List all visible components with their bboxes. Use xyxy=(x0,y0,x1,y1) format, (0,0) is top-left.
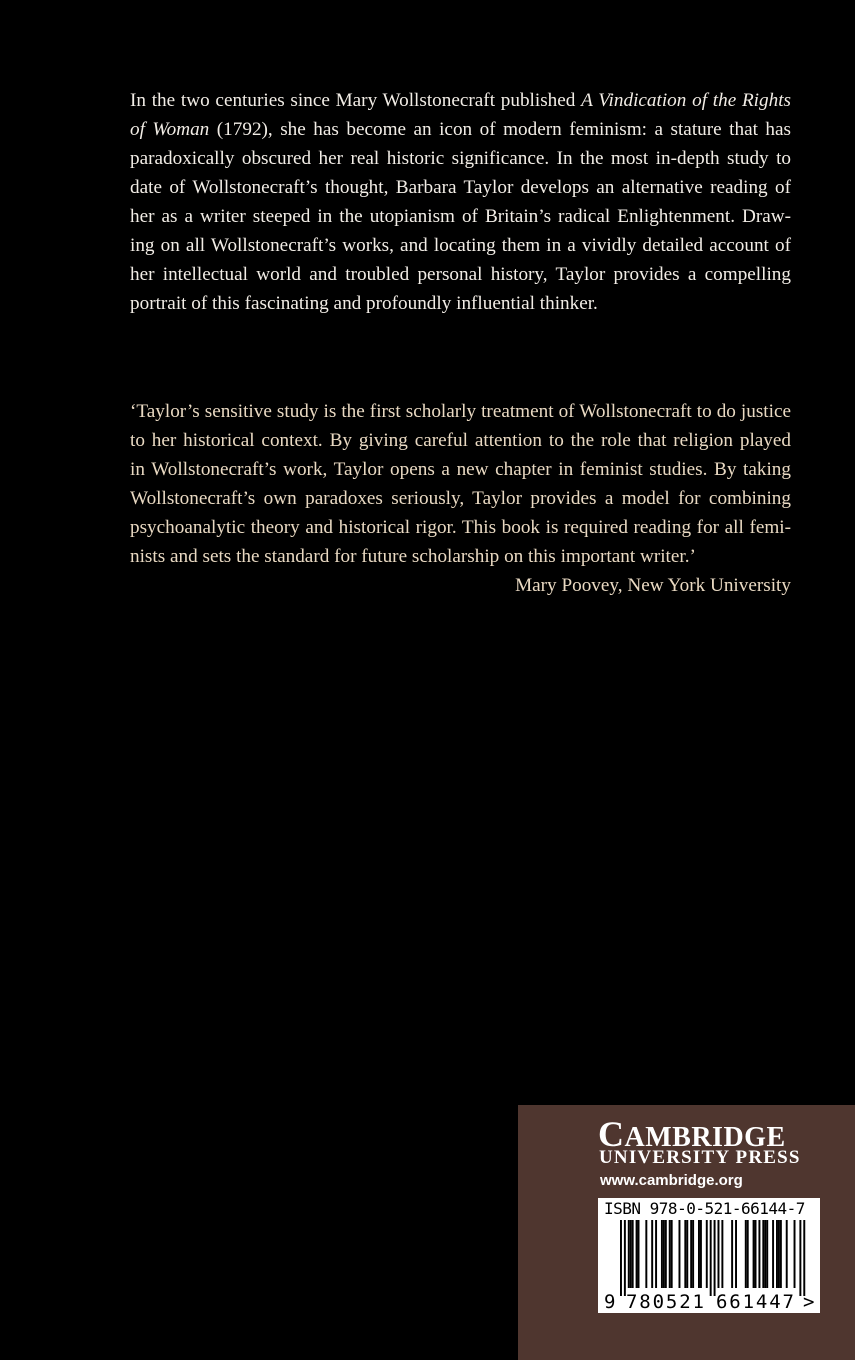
logo-initial: C xyxy=(598,1114,625,1154)
publisher-panel xyxy=(518,1105,855,1360)
barcode-bar xyxy=(700,1220,702,1288)
barcode-bar xyxy=(636,1220,638,1288)
isbn-label: ISBN 978-0-521-66144-7 xyxy=(604,1199,805,1218)
barcode-bar xyxy=(665,1220,667,1288)
barcode-bar xyxy=(671,1220,673,1288)
barcode-bar xyxy=(663,1220,665,1288)
text-line xyxy=(130,115,791,144)
text-line xyxy=(130,397,791,426)
text-line xyxy=(130,513,791,542)
barcode-first-digit: 9 xyxy=(604,1291,616,1313)
text-segment: psychoanalytic theory and historical rigor. This book is required reading for all femi- xyxy=(130,517,791,538)
text-segment: in Wollstonecraft’s work, Taylor opens a new chapter in feminist studies. By taking xyxy=(130,459,791,480)
book-title-italic: A Vindication of the Rights xyxy=(581,90,791,111)
text-line xyxy=(130,86,791,115)
text-segment: portrait of this fascinating and profoundly influential thinker. xyxy=(130,293,598,314)
text-segment: ‘Taylor’s sensitive study is the first scholarly treatment of Wollstonecraft to do justice xyxy=(130,401,791,422)
barcode-bar xyxy=(735,1220,737,1288)
text-segment: to her historical context. By giving careful attention to the role that religion played xyxy=(130,430,791,451)
text-segment: her intellectual world and troubled personal history, Taylor provides a compelling xyxy=(130,264,791,285)
text-segment: In the two centuries since Mary Wollstonecraft published xyxy=(130,90,582,111)
barcode-bar xyxy=(718,1220,720,1288)
text-line xyxy=(130,455,791,484)
barcode-bar xyxy=(764,1220,766,1288)
barcode-bar xyxy=(762,1220,764,1288)
barcode-bar xyxy=(753,1220,755,1288)
text-line xyxy=(130,426,791,455)
barcode xyxy=(598,1198,820,1313)
barcode-bar xyxy=(778,1220,780,1288)
barcode-bar xyxy=(755,1220,757,1288)
barcode-bar xyxy=(684,1220,686,1288)
barcode-bar xyxy=(690,1220,692,1288)
text-segment: Wollstonecraft’s own paradoxes seriously, Taylor provides a model for combining xyxy=(130,488,791,509)
review-attribution: Mary Poovey, New York University xyxy=(515,575,791,596)
barcode-bar xyxy=(651,1220,653,1288)
text-segment: her as a writer steeped in the utopianism of Britain’s radical Enlightenment. Draw- xyxy=(130,206,791,227)
publisher-website: www.cambridge.org xyxy=(600,1172,743,1189)
text-line xyxy=(130,542,791,571)
barcode-bar xyxy=(745,1220,747,1288)
barcode-arrow: > xyxy=(803,1291,815,1313)
barcode-bar xyxy=(692,1220,694,1288)
barcode-bar xyxy=(780,1220,782,1288)
review-quote xyxy=(130,397,791,600)
barcode-bar xyxy=(628,1220,630,1288)
barcode-bars xyxy=(598,1198,820,1313)
barcode-bar xyxy=(645,1220,647,1288)
barcode-right-digits: 661447 xyxy=(716,1291,794,1313)
text-line xyxy=(130,231,791,260)
barcode-bar xyxy=(679,1220,681,1288)
text-line xyxy=(130,289,791,318)
barcode-bar xyxy=(661,1220,663,1288)
text-segment: ing on all Wollstonecraft’s works, and locating them in a vividly detailed account of xyxy=(130,235,791,256)
text-line xyxy=(130,202,791,231)
barcode-bar xyxy=(803,1220,805,1296)
barcode-bar xyxy=(630,1220,632,1288)
book-description xyxy=(130,86,791,318)
barcode-bar xyxy=(686,1220,688,1288)
text-segment: paradoxically obscured her real historic significance. In the most in-depth study to xyxy=(130,148,791,169)
barcode-bar xyxy=(714,1220,716,1296)
text-line xyxy=(130,144,791,173)
barcode-bar xyxy=(794,1220,796,1288)
barcode-bar xyxy=(632,1220,634,1288)
barcode-bar xyxy=(799,1220,801,1296)
barcode-left-digits: 780521 xyxy=(626,1291,704,1313)
barcode-bar xyxy=(669,1220,671,1288)
barcode-bar xyxy=(638,1220,640,1288)
barcode-bar xyxy=(747,1220,749,1288)
barcode-bar xyxy=(620,1220,622,1296)
barcode-bar xyxy=(706,1220,708,1288)
barcode-bar xyxy=(624,1220,626,1296)
text-segment: (1792), she has become an icon of modern feminism: a stature that has xyxy=(209,119,791,140)
barcode-bar xyxy=(772,1220,774,1288)
barcode-bar xyxy=(655,1220,657,1288)
barcode-bar xyxy=(758,1220,760,1288)
barcode-bar xyxy=(786,1220,788,1288)
logo-rest: AMBRIDGE xyxy=(624,1122,786,1153)
text-segment: nists and sets the standard for future scholarship on this important writer.’ xyxy=(130,546,696,567)
barcode-bar xyxy=(721,1220,723,1288)
text-line xyxy=(130,484,791,513)
barcode-bar xyxy=(698,1220,700,1288)
text-line xyxy=(130,173,791,202)
barcode-bar xyxy=(776,1220,778,1288)
text-line xyxy=(130,260,791,289)
book-title-italic: of Woman xyxy=(130,119,210,140)
barcode-bar xyxy=(710,1220,712,1296)
text-segment: date of Wollstonecraft’s thought, Barbara Taylor develops an alternative reading of xyxy=(130,177,791,198)
publisher-subname: UNIVERSITY PRESS xyxy=(599,1147,801,1168)
barcode-bar xyxy=(731,1220,733,1288)
barcode-bar xyxy=(766,1220,768,1288)
